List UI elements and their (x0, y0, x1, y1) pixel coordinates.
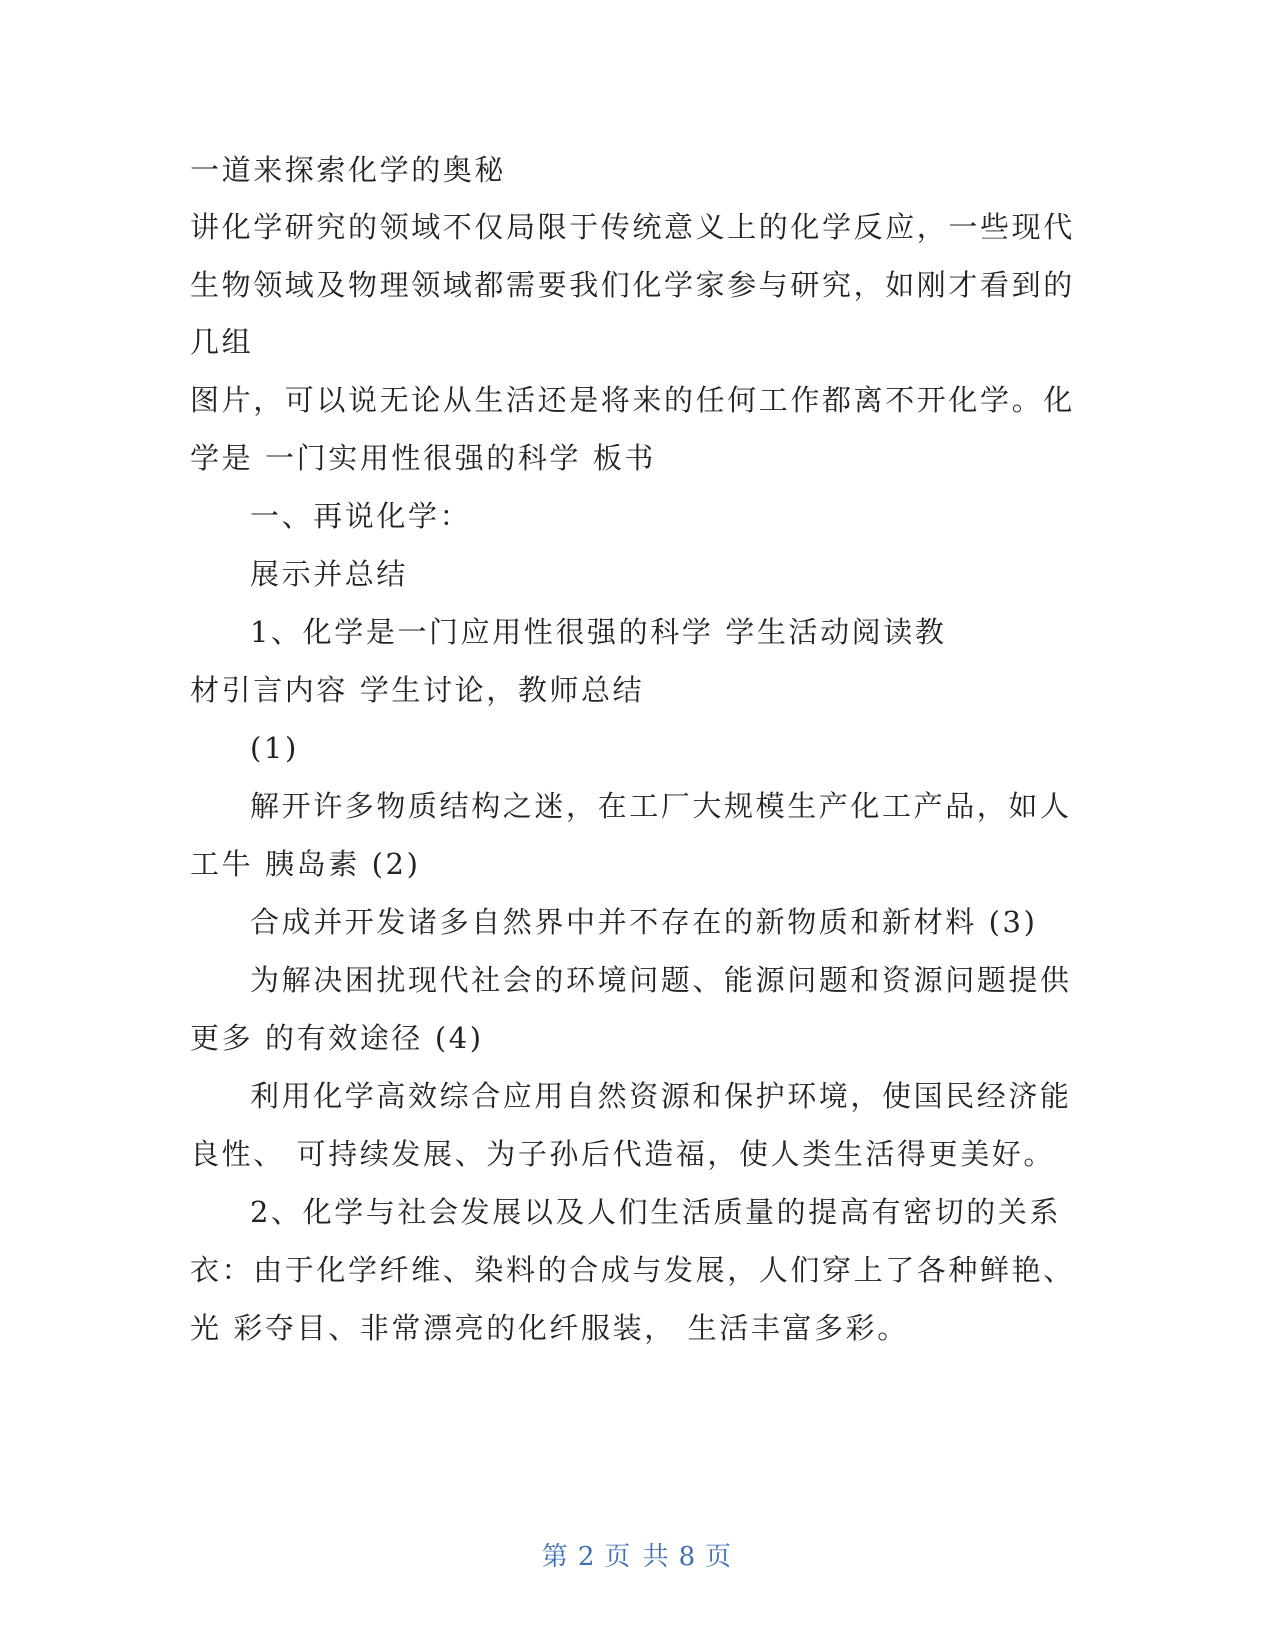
text-line-21: 光 彩夺目、非常漂亮的化纤服装， 生活丰富多彩。 (190, 1311, 909, 1345)
text-line-6: 学是 一门实用性很强的科学 板书 (190, 441, 657, 475)
text-line-2: 讲化学研究的领域不仅局限于传统意义上的化学反应，一些现代 (190, 210, 1075, 244)
text-line-13: 工牛 胰岛素 (2) (190, 847, 421, 881)
text-line-17: 利用化学高效综合应用自然资源和保护环境，使国民经济能 (250, 1079, 1072, 1113)
text-line-20: 衣：由于化学纤维、染料的合成与发展，人们穿上了各种鲜艳、 (190, 1253, 1075, 1287)
text-line-18: 良性、 可持续发展、为子孙后代造福，使人类生活得更美好。 (190, 1137, 1056, 1171)
text-line-11: (1) (250, 731, 299, 765)
footer-total-pages: 8 (678, 1542, 698, 1572)
footer-suffix: 页 (705, 1542, 734, 1572)
text-line-15: 为解决困扰现代社会的环境问题、能源问题和资源问题提供 (250, 963, 1072, 997)
section-heading: 一、再说化学： (250, 499, 472, 533)
text-line-10: 材引言内容 学生讨论，教师总结 (190, 673, 645, 707)
text-line-5: 图片，可以说无论从生活还是将来的任何工作都离不开化学。化 (190, 383, 1075, 417)
text-line-3: 生物领域及物理领域都需要我们化学家参与研究，如刚才看到的 (190, 268, 1075, 302)
text-line-1: 一道来探索化学的奥秘 (190, 153, 507, 187)
footer-current-page: 2 (577, 1542, 597, 1572)
text-line-19: 2、化学与社会发展以及人们生活质量的提高有密切的关系 (250, 1195, 1062, 1229)
text-line-16: 更多 的有效途径 (4) (190, 1021, 484, 1055)
footer-middle: 页 共 (604, 1542, 671, 1572)
text-line-8: 展示并总结 (250, 557, 409, 591)
page-number-footer (0, 1536, 1275, 1573)
footer-prefix: 第 (541, 1542, 570, 1572)
text-line-9: 1、化学是一门应用性很强的科学 学生活动阅读教 (250, 615, 947, 649)
text-line-4: 几组 (190, 325, 254, 359)
text-line-14: 合成并开发诸多自然界中并不存在的新物质和新材料 (3) (250, 905, 1038, 939)
text-line-12: 解开许多物质结构之迷，在工厂大规模生产化工产品，如人 (250, 789, 1072, 823)
